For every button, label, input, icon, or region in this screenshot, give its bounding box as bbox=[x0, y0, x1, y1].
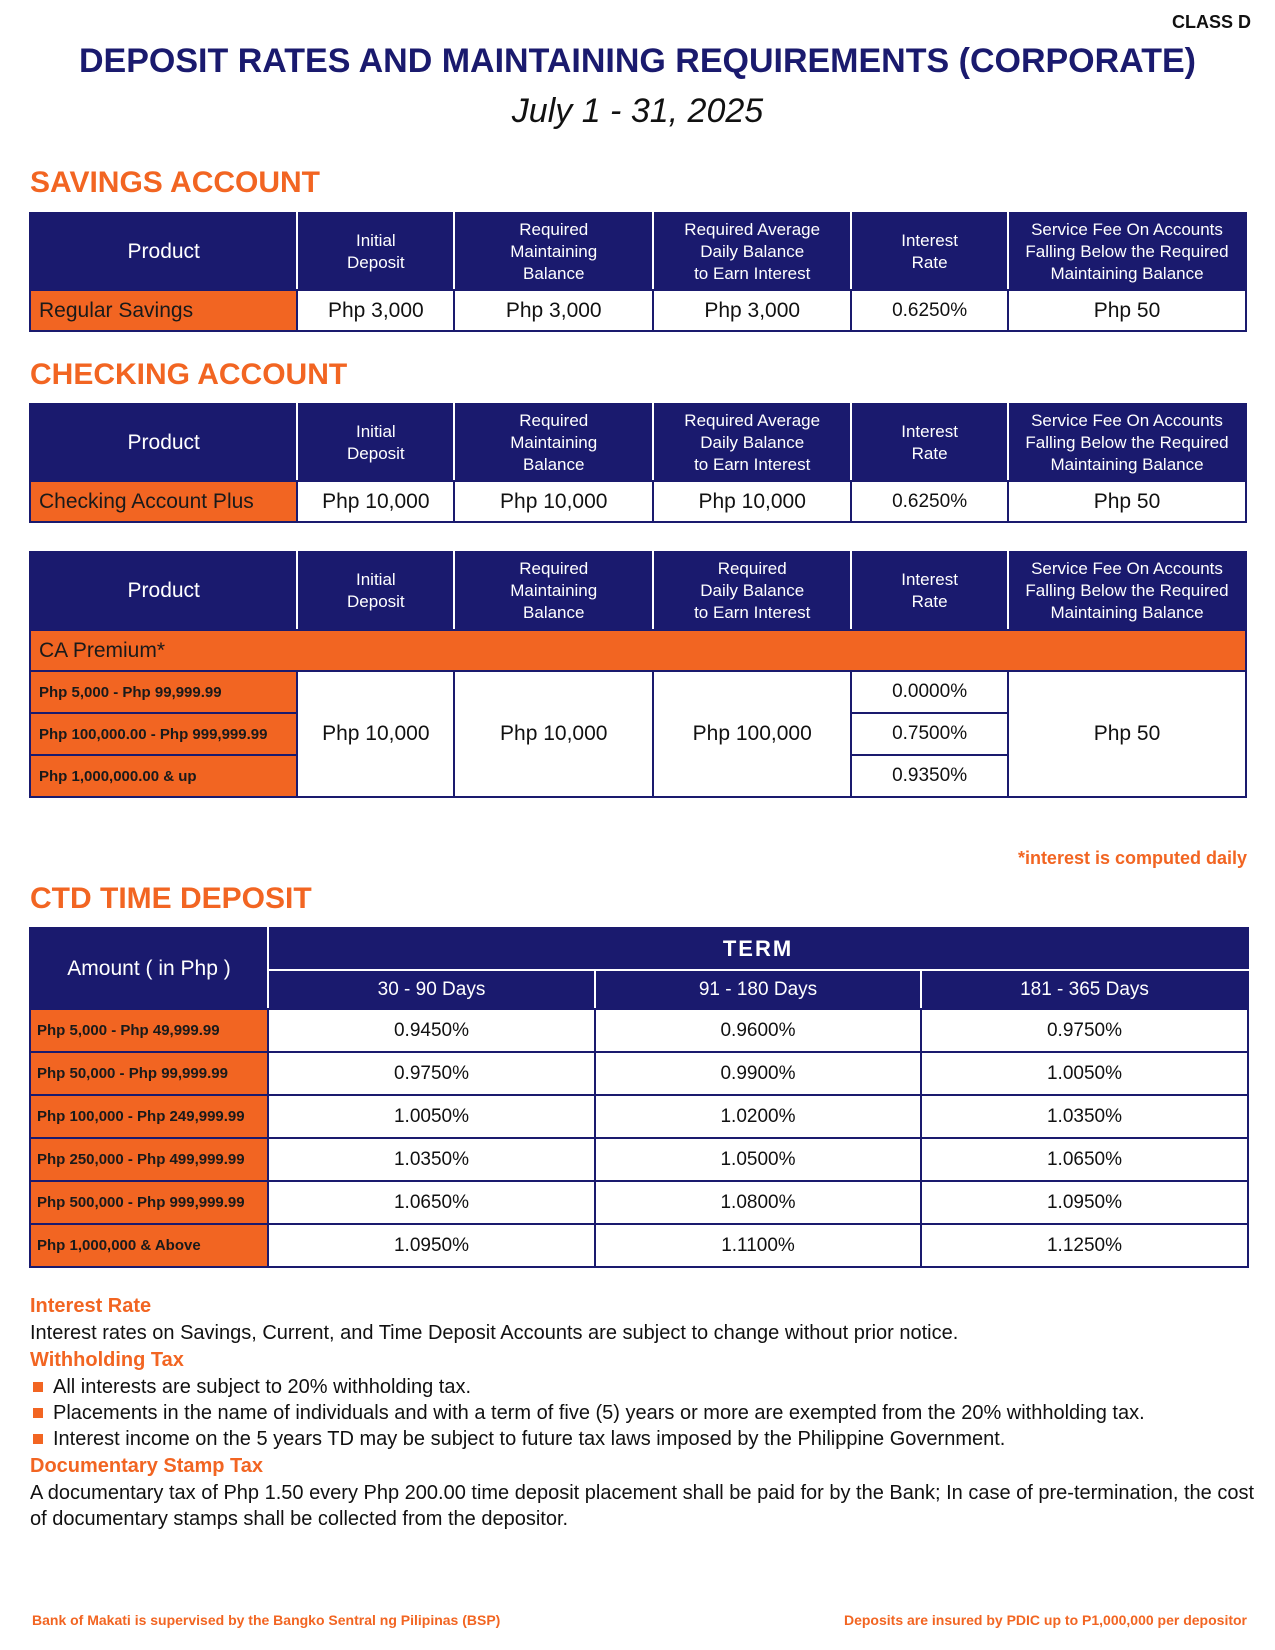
amount-range: Php 500,000 - Php 999,999.99 bbox=[30, 1181, 268, 1224]
page-title: DEPOSIT RATES AND MAINTAINING REQUIREMENTS (CORPORATE) bbox=[79, 42, 1196, 80]
ctd-section-title: CTD TIME DEPOSIT bbox=[30, 882, 312, 915]
service-fee-value: Php 50 bbox=[1008, 481, 1246, 522]
ca-premium-table bbox=[29, 551, 1247, 798]
term-181-365: 181 - 365 Days bbox=[921, 970, 1248, 1009]
rate-cell: 1.1250% bbox=[921, 1224, 1248, 1267]
tier-range: Php 5,000 - Php 99,999.99 bbox=[30, 671, 297, 713]
notes-section bbox=[30, 1292, 1255, 1532]
bullet-square-icon bbox=[33, 1434, 43, 1444]
rate-cell: 1.0350% bbox=[268, 1138, 595, 1181]
header-interest-rate: Interest Rate bbox=[851, 552, 1008, 630]
term-91-180: 91 - 180 Days bbox=[595, 970, 921, 1009]
rate-cell: 1.0800% bbox=[595, 1181, 921, 1224]
withholding-tax-heading: Withholding Tax bbox=[30, 1349, 184, 1371]
header-required-maintaining: Required Maintaining Balance bbox=[454, 552, 653, 630]
header-term: TERM bbox=[268, 928, 1248, 970]
service-fee-value: Php 50 bbox=[1008, 290, 1246, 331]
interest-rate-value: 0.6250% bbox=[851, 481, 1008, 522]
table-row bbox=[30, 1138, 1248, 1181]
rate-cell: 1.0050% bbox=[921, 1052, 1248, 1095]
amount-range: Php 5,000 - Php 49,999.99 bbox=[30, 1009, 268, 1052]
interest-rate-heading: Interest Rate bbox=[30, 1295, 152, 1317]
adb-value: Php 3,000 bbox=[653, 290, 851, 331]
list-item: Interest income on the 5 years TD may be subject to future tax laws imposed by the Philippine Government. bbox=[30, 1426, 1255, 1452]
daily-balance-value: Php 100,000 bbox=[653, 671, 851, 797]
table-row bbox=[30, 1052, 1248, 1095]
checking-section-title: CHECKING ACCOUNT bbox=[30, 358, 348, 391]
maintaining-balance-value: Php 3,000 bbox=[454, 290, 653, 331]
header-service-fee: Service Fee On Accounts Falling Below the Required Maintaining Balance bbox=[1008, 552, 1246, 630]
table-row bbox=[30, 1009, 1248, 1052]
table-row bbox=[30, 481, 1246, 522]
rate-cell: 0.9900% bbox=[595, 1052, 921, 1095]
tier-range: Php 1,000,000.00 & up bbox=[30, 755, 297, 797]
header-initial-deposit: Initial Deposit bbox=[297, 404, 454, 481]
initial-deposit-value: Php 10,000 bbox=[297, 671, 454, 797]
list-item: Placements in the name of individuals and with a term of five (5) years or more are exempted from the 20% withholding tax. bbox=[30, 1400, 1255, 1426]
ca-premium-header-row bbox=[30, 552, 1246, 630]
interest-rate-value: 0.7500% bbox=[851, 713, 1008, 755]
rate-cell: 1.0050% bbox=[268, 1095, 595, 1138]
footer-pdic-note: Deposits are insured by PDIC up to P1,000,000 per depositor bbox=[843, 1612, 1247, 1628]
rate-cell: 1.0950% bbox=[268, 1224, 595, 1267]
table-row bbox=[30, 671, 1246, 713]
product-name: Regular Savings bbox=[30, 290, 297, 331]
header-required-average: Required Average Daily Balance to Earn Interest bbox=[653, 404, 851, 481]
interest-rate-value: 0.9350% bbox=[851, 755, 1008, 797]
documentary-stamp-tax-text: A documentary tax of Php 1.50 every Php 200.00 time deposit placement shall be paid for by the Bank; In case of pre-termination, the cost of documentary stamps shall be collected from the depositor. bbox=[30, 1482, 1255, 1530]
ca-premium-label: CA Premium* bbox=[30, 630, 1246, 671]
rate-cell: 1.0650% bbox=[268, 1181, 595, 1224]
interest-rate-value: 0.6250% bbox=[851, 290, 1008, 331]
header-product: Product bbox=[30, 404, 297, 481]
initial-deposit-value: Php 3,000 bbox=[297, 290, 454, 331]
initial-deposit-value: Php 10,000 bbox=[297, 481, 454, 522]
rate-cell: 0.9750% bbox=[268, 1052, 595, 1095]
rate-cell: 1.0650% bbox=[921, 1138, 1248, 1181]
documentary-stamp-tax-heading: Documentary Stamp Tax bbox=[30, 1455, 264, 1477]
header-amount: Amount ( in Php ) bbox=[30, 928, 268, 1009]
header-service-fee: Service Fee On Accounts Falling Below the Required Maintaining Balance bbox=[1008, 404, 1246, 481]
class-label: CLASS D bbox=[1171, 12, 1251, 32]
list-item: All interests are subject to 20% withholding tax. bbox=[30, 1374, 1255, 1400]
checking-table bbox=[29, 403, 1247, 523]
savings-table bbox=[29, 212, 1247, 332]
table-row bbox=[30, 290, 1246, 331]
tier-range: Php 100,000.00 - Php 999,999.99 bbox=[30, 713, 297, 755]
ctd-header-row bbox=[30, 928, 1248, 970]
table-row bbox=[30, 1224, 1248, 1267]
header-required-maintaining: Required Maintaining Balance bbox=[454, 404, 653, 481]
amount-range: Php 250,000 - Php 499,999.99 bbox=[30, 1138, 268, 1181]
maintaining-balance-value: Php 10,000 bbox=[454, 481, 653, 522]
ctd-table bbox=[29, 927, 1249, 1268]
checking-header-row bbox=[30, 404, 1246, 481]
service-fee-value: Php 50 bbox=[1008, 671, 1246, 797]
rate-cell: 0.9750% bbox=[921, 1009, 1248, 1052]
interest-rate-value: 0.0000% bbox=[851, 671, 1008, 713]
header-initial-deposit: Initial Deposit bbox=[297, 213, 454, 290]
rate-cell: 1.0950% bbox=[921, 1181, 1248, 1224]
header-interest-rate: Interest Rate bbox=[851, 404, 1008, 481]
header-required-daily: Required Daily Balance to Earn Interest bbox=[653, 552, 851, 630]
rate-cell: 0.9450% bbox=[268, 1009, 595, 1052]
bullet-square-icon bbox=[33, 1408, 43, 1418]
rate-cell: 1.0200% bbox=[595, 1095, 921, 1138]
rate-cell: 1.0350% bbox=[921, 1095, 1248, 1138]
table-row bbox=[30, 1181, 1248, 1224]
header-product: Product bbox=[30, 552, 297, 630]
product-name: Checking Account Plus bbox=[30, 481, 297, 522]
header-required-maintaining: Required Maintaining Balance bbox=[454, 213, 653, 290]
ca-premium-footnote: *interest is computed daily bbox=[1017, 848, 1247, 868]
table-row bbox=[30, 1095, 1248, 1138]
bullet-square-icon bbox=[33, 1382, 43, 1392]
adb-value: Php 10,000 bbox=[653, 481, 851, 522]
header-service-fee: Service Fee On Accounts Falling Below the Required Maintaining Balance bbox=[1008, 213, 1246, 290]
amount-range: Php 50,000 - Php 99,999.99 bbox=[30, 1052, 268, 1095]
rate-cell: 1.1100% bbox=[595, 1224, 921, 1267]
ca-premium-label-row bbox=[30, 630, 1246, 671]
header-initial-deposit: Initial Deposit bbox=[297, 552, 454, 630]
savings-header-row bbox=[30, 213, 1246, 290]
header-interest-rate: Interest Rate bbox=[851, 213, 1008, 290]
rate-cell: 0.9600% bbox=[595, 1009, 921, 1052]
term-30-90: 30 - 90 Days bbox=[268, 970, 595, 1009]
savings-section-title: SAVINGS ACCOUNT bbox=[30, 166, 321, 199]
amount-range: Php 1,000,000 & Above bbox=[30, 1224, 268, 1267]
interest-rate-text: Interest rates on Savings, Current, and Time Deposit Accounts are subject to change without prior notice. bbox=[30, 1322, 959, 1344]
page-subtitle: July 1 - 31, 2025 bbox=[511, 92, 764, 130]
amount-range: Php 100,000 - Php 249,999.99 bbox=[30, 1095, 268, 1138]
footer-bsp-note: Bank of Makati is supervised by the Bangko Sentral ng Pilipinas (BSP) bbox=[32, 1612, 501, 1628]
rate-cell: 1.0500% bbox=[595, 1138, 921, 1181]
maintaining-balance-value: Php 10,000 bbox=[454, 671, 653, 797]
header-product: Product bbox=[30, 213, 297, 290]
header-required-average: Required Average Daily Balance to Earn Interest bbox=[653, 213, 851, 290]
